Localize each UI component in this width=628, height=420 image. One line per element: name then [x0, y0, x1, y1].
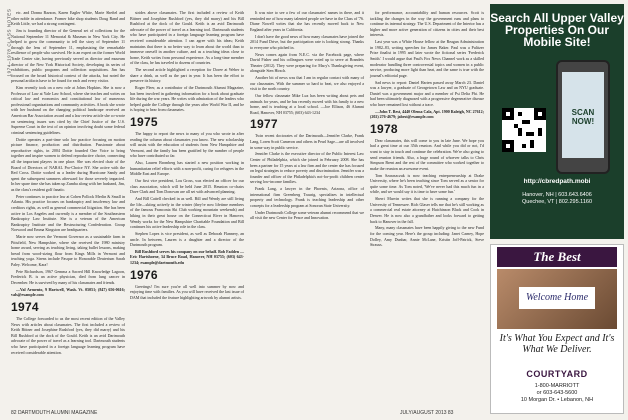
paragraph: Dear classmates, this will come to you in late June. We hope you had a great time at our 35th reunion. And while you did or not, I'd want to stay in touch and continue the celebration. We're also going to send reunion friends. Also, a huge round of whoever talks to Chris Simpson Brent and the rest of the committee who worked together to make the reunion an awesome event.	[370, 137, 484, 171]
paragraph: for performance, accountability and human resources. Scott is tackling the changes in the way the government runs and plans to continue its internal strategy. The U.S. Department of the Interior has a higher and more active generation of citizens in cities and their best interests.	[370, 10, 484, 38]
paragraph: Sad news to report: Daniel Harten passed away March 23. Daniel was a lawyer, a graduate of Georgetown Law and an NYU graduate. Daniel was a government major and a member of Psi Delta Phi. He had been ultimately diagnosed with a progressive degenerative disease who have remained lost without a trace.	[370, 79, 484, 107]
contact-line: —John T. Best, 4440 Olema Cala, Apt. 1900 Raleigh, NC 27612; (202) 276-4679; jabest@example.com	[370, 108, 484, 120]
paragraph: Our first vice president, Lou Gross, was elected an officer for our class association, which will be held June 2015. Reunion co-chairs Dave Clark and Tom Donovan are all set with advanced planning.	[130, 178, 244, 195]
side-title-text: 1974–1978 CLASS NOTES	[6, 8, 12, 77]
footer-right: JULY/AUGUST 2013 83	[400, 410, 454, 416]
contact-line: Bill Rushford serves his company on our behalf. Bob Fadden — Eric Hartshorne, 34 Bruce Road, Hanover, NH 03755; (603) 643-1234; example@dartmouth.edu	[130, 248, 244, 266]
paragraph: strides above classmates. The first included a review of Keith Bittner and Josephine Rushford (yes, they did marry) and his Bill Rushford at the dock of the Gould. Keith is an avid Dartmouth advocate of the power of travel as a learning tool. Dartmouth students who have participated in a foreign language learning program have received considerable attention. I can agree with his ideas; Keith maintains that there is no better way to learn about the world than to immerse oneself in another culture, and as a teaching ideas close to home, Keith writes from personal experience. As a long-time member of the class, he has traveled to dozens of countries.	[130, 10, 244, 66]
paragraph: And Bill Cattell checked in as well. Bill and Wendy are still living the life—skiing actively in the winter (they're now lifetime members of the famous Franconia Ski Club working mountain weekends) and hiking in their great house on the Connecticut River in Hanover, Wendy works for the New Hampshire Charitable Foundation and Bill continues his active leadership role in the class.	[130, 196, 244, 230]
paragraph: Frank Lang, a lawyer in the Phoenix, Arizona, office of international firm Greenberg Traurig, specializes in intellectual property and technology. Frank is teaching leadership and other concepts for a leadership program at Sonoran State University.	[250, 186, 364, 208]
contact-line: —Val Armento, 9 Hartwell, Wash. Vt. 05051; (847) 656-0616; vals@example.com	[11, 286, 125, 298]
qr-code-icon[interactable]	[502, 108, 546, 152]
class-year-heading: 1976	[130, 267, 158, 282]
ad-tagline: It's What You Expect and It's What We Deliver.	[499, 333, 615, 355]
ad-address: Hanover, NH | 603.643.6406 Quechee, VT | 802.295.1160	[521, 192, 593, 205]
paragraph: The second article highlighted a reception for Doree at Weber to share a drink, as well as the part in year. It has been the effort to preserve its history.	[130, 67, 244, 84]
paragraph: Pete Richardson, 1967 Gemma a Sacred Hill Knowledge Lagoon, Frederick B. is an active physician, died from lung cancer in December. He is survived by many of his classmates and friends.	[11, 268, 125, 286]
paragraph: Marie now serves the Vermont Governor as a sustainable farm in Pittsfield, New Hampshire, where she received the 1980 ministry home award, serving as teaching living, taking bullet lessons, making bread from wood-sizing flour from Kings Mills in Vermont and teaching yoga. Sirens include Pasque to Honorable Deuterium Sarah Paley. Welcome, Kara!	[11, 234, 125, 268]
hotel-ad[interactable]	[490, 244, 624, 414]
paragraph: News comes again from N.E.C. via the Facebook page, where David Fisher and his colleagues were voted up to serve at Brandeis Theater (2012). They were preparing for Macy's Thanksgiving event, alongside Sten Hirsch.	[250, 51, 364, 74]
paragraph: Stephen Lopez is vice president, as well as Deborah Flannery, an uncle. In between, Lauren is a daughter and a director of the Dartmouth program.	[130, 230, 244, 248]
class-year-heading: 1978	[370, 121, 398, 136]
paragraph: Last year was a White House fellow at the Reagan Administration in 1982–83, writing speeches for James Baker. Paul was a Pulitzer Prize finalist in 1995 and later wrote the fictional series 'Frederick Smith.' I would argue that Paul's Fox News Channel work as a skilled moderator handling three controversial topics and women in a public service, producing more light than heat, and the same is true with the journal's editorial page.	[370, 39, 484, 78]
class-year-heading: 1974	[11, 300, 39, 314]
hotel-photo	[497, 269, 617, 329]
phone-screen	[562, 72, 604, 158]
courtyard-logo: COURTYARD	[526, 369, 588, 379]
paragraph: Under Dartmouth College some veteran alumni recommend that we all visit the new Center for Peace and Innovation.	[250, 209, 364, 221]
paragraph: Kim recently took on a new role at Johns Hopkins. She is now a Professor of Law at Yale Law School, where she teaches and writes on critical law and economics and constitutional law of numerous professional organizations and community activities. A book she wrote with her husband on the changing political landscape received an American Bar Association award and a law review article she co-wrote on sentencing issues was cited by the Chief Justice of the U.S. Supreme Court in the text of an opinion involving doubt some federal criminal sentencing guidelines.	[11, 85, 125, 135]
paragraph: I don't have the good news of how many classmates have joined the 2014 Fund Drive, but the participation rate is looking strong. Thanks to everyone who pitched in.	[250, 33, 364, 50]
paragraph: Tom Szaraszczuk is now teaching entrepreneurship at Drake University, where he's been teaching since Tom served as a senior for quite some time. As Tom noted, 'We've never had this much fun in a while, and we would say it is time to have some fun.'	[370, 172, 484, 195]
paragraph: It was nice to see a few of our classmates' names in there, and it reminded me of how many talented people we have in the Class of '76. Diane Nowell writes that she has recently moved back to New England after years in California.	[250, 10, 364, 32]
advertisements	[490, 4, 624, 414]
paragraph: Roger Fleer, as a contributor of the Dartmouth Alumni Magazine, has been involved in gathering information for a book about graduate life during the war years. He writes with admiration of the leaders who helped guide the College through the years after World War II, and he is hoping to hear from classmates.	[130, 85, 244, 113]
paragraph: Dottie operates a part-time solo law practice focusing on motion picture finance, production and distribution. Passionate about reproductive rights, in 2004 Dottie founded One Voice to bring together and inspire women to defend reproductive choice, connecting all the important players in one place. She was elected chair of the Board of Directors of NARAL Pro-Choice NY. She active with the Red Cross. Dottie worked as a leader during Hurricane Sandy and spent the subsequent summers afterward for those severely impacted. In her spare time she has taken up Zumba along with her husband, Jim, as the class's resident golf fanatic.	[11, 136, 125, 192]
ad-website[interactable]: http://cbredpath.mobi	[523, 178, 591, 185]
ad-contact: 1-800-MARRIOTT or 603-643-5600 10 Morgan Dr. • Lebanon, NH	[520, 383, 594, 403]
ad-best-banner: The Best	[497, 247, 617, 267]
paragraph: The happy to report the news to many of you who wrote in after reading the column about classmates you know. The new scholarship will assist with the education of students from New Hampshire and Vermont, and the family has been gratified by the number of people who have contributed so far.	[130, 131, 244, 159]
class-notes-side-title	[1, 8, 12, 77]
ad-headline: Search All Upper Valley Properties On Our Mobile Site!	[490, 11, 624, 49]
paragraph: Sherri Marvin writes that she is running a company for the University of Tennessee. Rich Glaser tells me that he's still working as a commercial real estate attorney at Hutchinson Black and Cook in Denver. He is now also a grandfather and looks forward to getting back to Hanover in the fall.	[370, 196, 484, 224]
paragraph: Also, Lauren Bromberg has started a new position working in humanitarian relief efforts with a non-profit, caring for refugees in the Middle East and Europe.	[130, 160, 244, 177]
column-3	[250, 10, 364, 222]
real-estate-ad[interactable]	[490, 4, 624, 239]
paragraph: Greetings! I'm sure you're all well into summer by now and enjoying time with families. As you will have received the last issue of DAM that included the feature highlighting artwork by alumni artists.	[130, 283, 244, 300]
paragraph: etc. and Donna Bazzon, Karen Eagler White, Marie Sheftel and other noble in attendance. Former bike shop students Doug Rand and Keith Little, we had a strong contingent.	[11, 10, 125, 27]
paragraph: Many, many classmates have been happily giving to the new Fund for the coming year. Here's the group including: Janet Carney, Hope Dolley, Amy Dunbar, Annie McLane, Kristin Joff-Patrick, Steve Strauss.	[370, 225, 484, 248]
column-1	[11, 10, 125, 356]
class-year-heading: 1977	[250, 117, 278, 132]
paragraph: Another bit of news was that I am in regular contact with many of our classmates. With the summer so hard to beat, we also enjoyed a visit to the north country.	[250, 75, 364, 92]
paragraph: Twin recent doctorates of the Dartmouth—Jennifer Clarke, Frank Lang, Loren Scott Cameron and others in Pearl Sage—are all involved in some way in public service.	[250, 133, 364, 150]
column-4	[370, 10, 484, 249]
footer-left: 82 DARTMOUTH ALUMNI MAGAZINE	[11, 410, 98, 416]
paragraph: Peter continues to practice law at Cohen Pollock Merlin & Small in Atlanta. His practice focuses on bankruptcy and insolvency law and creditors rights, as well as general commercial litigation. She has been active in Los Angeles and currently is a member of the Southeastern Bankruptcy Law Institute. She is a veteran of the American Bankruptcy Institute and the Restructuring Confederation. Group Norwood and Emma Kingston are headquarters.	[11, 193, 125, 233]
paragraph: Jennifer Clarke is the executive director of the Public Interest Law Center of Philadelphia, which she joined in February 2008. She has been a partner for 15 years at a law firm and the center she has focused on legal strategies to reduce poverty and discrimination. Jennifer was a founder and officer of the Philadelphia's not-for-profit children center serving low-income families.	[250, 151, 364, 185]
scan-now-label: SCAN NOW!	[571, 108, 595, 126]
smartphone-image	[556, 60, 610, 174]
column-2	[130, 10, 244, 302]
contact-line: Our fellow classmate Mike Lux has been writing about pets and animals for years, and he has recently moved with his family to a new home, and is teaching at a local school. —Joe Ellison, 46 Alumni Road, Hanover, NH 03755; (603) 643-1234	[250, 93, 364, 115]
paragraph: The College forwarded to us the most recent edition of the Valley News with articles about classmates. The first included a review of Keith Bittner and Josephine Rushford (yes, they did marry) and his Bill Rushford at the dock of the Gould. Keith is an avid Dartmouth advocate of the power of travel as a learning tool. Dartmouth students who have participated in a foreign language learning program have received considerable attention.	[11, 316, 125, 355]
paragraph: Jim is founding director of the General set of collections for the National September 11 Memorial & Museum in New York City. He helped to grow the community to tell the story of September 11 through the lens of September 11, emphasizing the remarkable resilience of people who survived. He is an expert on the former World Trade Center site, having previously served as director and museum director of the New York Historical Society, developing its series of exhibitions, public programs and collection acquisitions. Jim has focused on the broad historical context of the attacks, but noted the personal artifacts have to be found for each and every visitor.	[11, 27, 125, 84]
welcome-sign: Welcome Home	[519, 287, 595, 309]
class-year-heading: 1975	[130, 115, 158, 130]
